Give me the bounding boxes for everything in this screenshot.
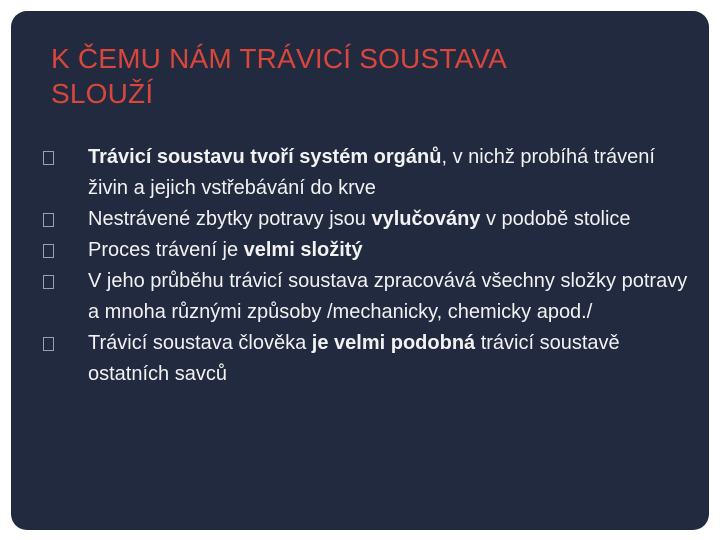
text-run: trávicí soustavě ostatních savců <box>88 332 620 385</box>
square-bullet-icon <box>43 151 54 165</box>
bold-text: je velmi podobná <box>311 332 476 354</box>
text-run: V jeho průběhu trávicí soustava zpracovává všechny složky potravy a mnoha různými způsoby /mechanicky, chemicky apod./ <box>88 270 688 323</box>
text-run: , v nichž probíhá trávení živin a jejich vstřebávání do krve <box>88 146 655 199</box>
slide-title-line2: SLOUŽÍ <box>51 78 154 109</box>
bullet-item <box>43 266 693 328</box>
square-bullet-icon <box>43 244 54 258</box>
slide-title <box>51 41 691 111</box>
bold-text: Trávicí soustavu tvoří systém orgánů <box>88 146 442 168</box>
bullet-item <box>43 142 693 204</box>
square-bullet-icon <box>43 275 54 289</box>
bullet-item <box>43 235 693 266</box>
bullet-text <box>88 208 631 230</box>
text-run: v podobě stolice <box>480 208 631 230</box>
text-run: Proces trávení je <box>88 239 244 261</box>
slide-panel <box>11 11 709 530</box>
bullet-text <box>88 146 655 199</box>
text-run: Trávicí soustava člověka <box>88 332 312 354</box>
bullet-item <box>43 328 693 390</box>
text-run: Nestrávené zbytky potravy jsou <box>88 208 372 230</box>
slide-title-line1: K ČEMU NÁM TRÁVICÍ SOUSTAVA <box>51 43 508 74</box>
square-bullet-icon <box>43 337 54 351</box>
bullet-list <box>43 142 693 390</box>
bullet-item <box>43 204 693 235</box>
bullet-text <box>88 270 687 323</box>
bold-text: velmi složitý <box>243 239 363 261</box>
bullet-text <box>88 239 363 261</box>
bullet-text <box>88 332 620 385</box>
bold-text: vylučovány <box>371 208 481 230</box>
square-bullet-icon <box>43 213 54 227</box>
